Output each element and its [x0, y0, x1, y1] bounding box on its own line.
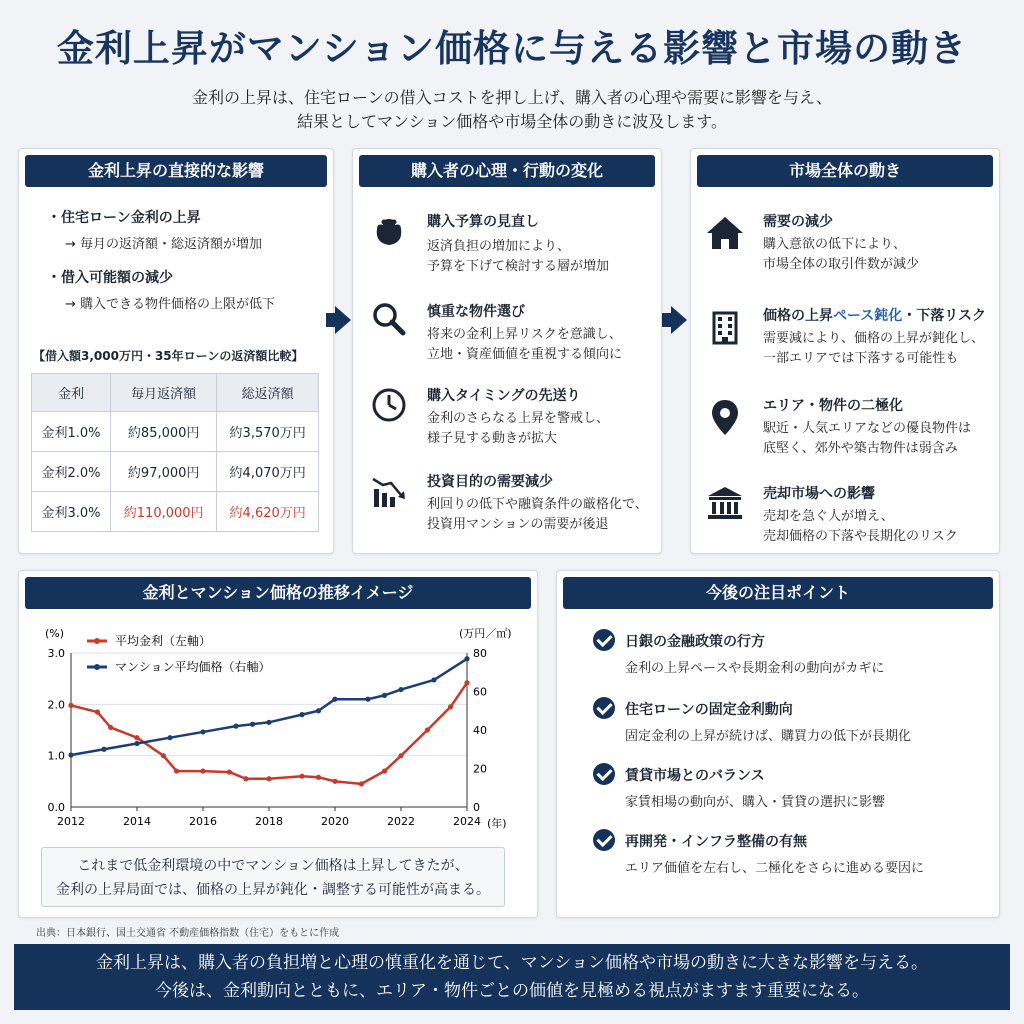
- magnifier-icon: [369, 299, 409, 339]
- right-tick-label: 20: [473, 762, 487, 776]
- table-cell: 約3,570万円: [217, 412, 319, 452]
- data-point-0: [227, 769, 232, 774]
- right-axis-unit: (万円／㎡): [459, 627, 512, 640]
- column-header: 総返済額: [217, 374, 319, 412]
- trend-chart-panel: [18, 570, 538, 918]
- item-title: 投資目的の需要減少: [427, 474, 553, 490]
- item-body: [763, 329, 984, 369]
- panel-heading: 今後の注目ポイント: [563, 577, 993, 609]
- right-tick-label: 40: [473, 724, 487, 737]
- data-point-0: [299, 774, 304, 779]
- data-point-0: [448, 704, 453, 709]
- data-point-1: [365, 697, 370, 702]
- subtitle-line-1: 金利の上昇は、住宅ローンの借入コストを押し上げ、購入者の心理や需要に影響を与え、: [191, 88, 832, 107]
- note-line: これまで低金利環境の中でマンション価格は上昇してきたが、: [77, 858, 469, 874]
- chart-note: [41, 847, 505, 907]
- legend-marker-price: [94, 664, 100, 670]
- page-subtitle: [0, 86, 1024, 134]
- data-point-0: [316, 775, 321, 780]
- table-cell: 金利2.0%: [32, 452, 111, 492]
- title-part-accent: ペース鈍化: [833, 308, 903, 324]
- data-point-1: [134, 741, 139, 746]
- item-line: 金利のさらなる上昇を警戒し、: [427, 411, 610, 426]
- item-title: 慎重な物件選び: [427, 304, 525, 320]
- item-title: 売却市場への影響: [763, 486, 875, 502]
- point-body: 金利の上昇ペースや長期金利の動向がカギに: [625, 661, 885, 676]
- page-title: 金利上昇がマンション価格に与える影響と市場の動き: [56, 27, 968, 70]
- data-point-1: [464, 656, 469, 661]
- data-point-0: [108, 725, 113, 730]
- data-point-1: [233, 724, 238, 729]
- title-part: ・下落リスク: [902, 308, 987, 324]
- bullet-title: ・住宅ローン金利の上昇: [47, 210, 201, 226]
- table-cell: 約4,070万円: [217, 452, 319, 492]
- item-line: 将来の金利上昇リスクを意識し、: [427, 327, 622, 342]
- x-tick-label: 2012: [57, 815, 85, 828]
- left-tick-label: 3.0: [47, 647, 65, 660]
- item-line: 購入意欲の低下により、: [763, 237, 907, 252]
- data-point-0: [464, 680, 469, 685]
- right-tick-label: 60: [473, 685, 487, 699]
- market-movement-panel: [690, 148, 1000, 554]
- item-line: 一部エリアでは下落する可能性も: [763, 351, 959, 366]
- item-line: 市場全体の取引件数が減少: [763, 257, 920, 272]
- bank-icon: [705, 483, 745, 523]
- point-body: エリア価値を左右し、二極化をさらに進める要因に: [625, 861, 925, 876]
- left-tick-label: 1.0: [47, 749, 65, 763]
- column-header: 金利: [32, 374, 111, 412]
- data-point-0: [174, 768, 179, 773]
- item-body: [427, 237, 609, 277]
- x-tick-label: 2020: [321, 815, 349, 828]
- clock-icon: [369, 385, 409, 425]
- subtitle-line-2: 結果としてマンション価格や市場全体の動きに波及します。: [296, 112, 727, 131]
- bullet-sub: → 購入できる物件価格の上限が低下: [65, 297, 276, 312]
- table-cell: 金利1.0%: [32, 412, 111, 452]
- buyer-behavior-panel: [352, 148, 662, 554]
- declining-chart-icon: [369, 471, 409, 511]
- direct-impact-panel: [18, 148, 334, 554]
- item-title: エリア・物件の二極化: [763, 398, 903, 414]
- title-part: 価格の上昇: [763, 308, 833, 324]
- data-point-1: [200, 729, 205, 734]
- check-icon: [593, 763, 615, 785]
- left-tick-label: 2.0: [47, 698, 65, 712]
- panel-heading: 購入者の心理・行動の変化: [359, 155, 655, 187]
- panel-heading: 市場全体の動き: [697, 155, 993, 187]
- data-point-0: [134, 735, 139, 740]
- data-point-1: [299, 712, 304, 717]
- item-line: 需要減により、価格の上昇が鈍化し、: [763, 331, 985, 346]
- legend-marker-rate: [94, 638, 100, 644]
- check-icon: [593, 629, 615, 651]
- item-title: 購入タイミングの先送り: [427, 388, 581, 404]
- data-point-0: [68, 703, 73, 708]
- item-line: 売却を急ぐ人が増え、: [763, 509, 894, 524]
- point-title: 賃貸市場とのバランス: [625, 768, 765, 784]
- panel-heading: 金利上昇の直接的な影響: [25, 155, 327, 187]
- item-title: 購入予算の見直し: [427, 214, 539, 230]
- item-body: [763, 507, 958, 547]
- check-icon: [593, 697, 615, 719]
- item-body: [427, 325, 622, 365]
- data-point-1: [266, 720, 271, 725]
- column-header: 毎月返済額: [111, 374, 217, 412]
- series-line-0: [71, 683, 467, 784]
- key-points-panel: [556, 570, 1000, 918]
- data-point-1: [382, 693, 387, 698]
- check-icon: [593, 829, 615, 851]
- data-point-0: [425, 727, 430, 732]
- left-axis-unit: (%): [45, 627, 65, 640]
- footer-line: 金利上昇は、購入者の負担増と心理の慎重化を通じて、マンション価格や市場の動きに大きな影響を与える。: [96, 953, 928, 973]
- legend-label-price: マンション平均価格（右軸）: [115, 660, 271, 674]
- point-title: 住宅ローンの固定金利動向: [625, 702, 793, 718]
- table-cell: 金利3.0%: [32, 492, 111, 532]
- item-body: [427, 495, 648, 535]
- legend-label-rate: 平均金利（左軸）: [115, 634, 212, 648]
- data-point-1: [431, 677, 436, 682]
- data-point-1: [316, 708, 321, 713]
- table-cell: 約85,000円: [111, 412, 217, 452]
- left-tick-label: 0.0: [47, 801, 65, 814]
- data-point-0: [266, 776, 271, 781]
- data-point-0: [398, 753, 403, 758]
- data-point-0: [95, 709, 100, 714]
- point-body: 固定金利の上昇が続けば、購買力の低下が長期化: [625, 729, 912, 744]
- data-point-1: [68, 752, 73, 757]
- data-point-0: [382, 768, 387, 773]
- point-title: 再開発・インフラ整備の有無: [625, 834, 807, 850]
- right-tick-label: 80: [473, 647, 487, 660]
- data-point-1: [101, 747, 106, 752]
- note-line: 金利の上昇局面では、価格の上昇が鈍化・調整する可能性が高まる。: [56, 882, 490, 898]
- item-title: 需要の減少: [763, 214, 833, 230]
- footer-summary: [14, 944, 1010, 1010]
- bullet-title: ・借入可能額の減少: [47, 270, 173, 286]
- trend-line-chart: [27, 619, 531, 845]
- item-line: 立地・資産価値を重視する傾向に: [427, 347, 623, 362]
- data-point-1: [332, 697, 337, 702]
- data-point-0: [200, 768, 205, 773]
- item-line: 駅近・人気エリアなどの優良物件は: [763, 421, 972, 436]
- location-pin-icon: [705, 397, 745, 437]
- point-body: 家賃相場の動向が、購入・賃貸の選択に影響: [625, 795, 886, 810]
- item-body: [427, 409, 609, 449]
- item-body: [763, 235, 919, 275]
- data-point-1: [167, 735, 172, 740]
- building-icon: [705, 307, 745, 347]
- table-cell: 約97,000円: [111, 452, 217, 492]
- x-tick-label: 2022: [387, 815, 415, 828]
- x-axis-unit: (年): [487, 817, 507, 830]
- item-body: [763, 419, 971, 459]
- item-line: 予算を下げて検討する層が増加: [427, 259, 610, 274]
- table-cell-highlight: 約4,620万円: [217, 492, 319, 532]
- data-point-0: [161, 753, 166, 758]
- item-line: 様子見する動きが拡大: [427, 431, 558, 446]
- house-icon: [705, 213, 745, 253]
- data-point-0: [243, 776, 248, 781]
- x-tick-label: 2014: [123, 815, 151, 828]
- x-tick-label: 2024: [453, 815, 481, 828]
- table-row: [32, 452, 319, 492]
- item-line: 返済負担の増加により、: [427, 239, 571, 254]
- table-row: [32, 412, 319, 452]
- panel-heading: 金利とマンション価格の推移イメージ: [25, 577, 531, 609]
- repayment-table: [31, 373, 319, 532]
- item-line: 投資用マンションの需要が後退: [427, 517, 609, 532]
- item-line: 売却価格の下落や長期化のリスク: [763, 529, 958, 544]
- table-row: [32, 492, 319, 532]
- data-point-1: [250, 722, 255, 727]
- data-point-1: [398, 687, 403, 692]
- item-title: [763, 305, 986, 325]
- x-tick-label: 2018: [255, 815, 283, 828]
- point-title: 日銀の金融政策の行方: [625, 634, 765, 650]
- footer-line: 今後は、金利動向とともに、エリア・物件ごとの価値を見極める視点がますます重要になる。: [155, 981, 869, 1001]
- item-line: 利回りの低下や融資条件の厳格化で、: [427, 497, 648, 512]
- bullet-sub: → 毎月の返済額・総返済額が増加: [65, 237, 263, 252]
- right-tick-label: 0: [473, 801, 480, 814]
- wallet-icon: [369, 213, 409, 253]
- table-cell-highlight: 約110,000円: [111, 492, 217, 532]
- item-line: 底堅く、郊外や築古物件は弱含み: [763, 441, 958, 456]
- table-title: 【借入額3,000万円・35年ローンの返済額比較】: [33, 349, 304, 363]
- table-header-row: [32, 374, 319, 412]
- source-note: 出典：日本銀行、国土交通省 不動産価格指数（住宅）をもとに作成: [36, 928, 340, 939]
- x-tick-label: 2016: [189, 815, 217, 828]
- data-point-0: [359, 781, 364, 786]
- data-point-0: [332, 779, 337, 784]
